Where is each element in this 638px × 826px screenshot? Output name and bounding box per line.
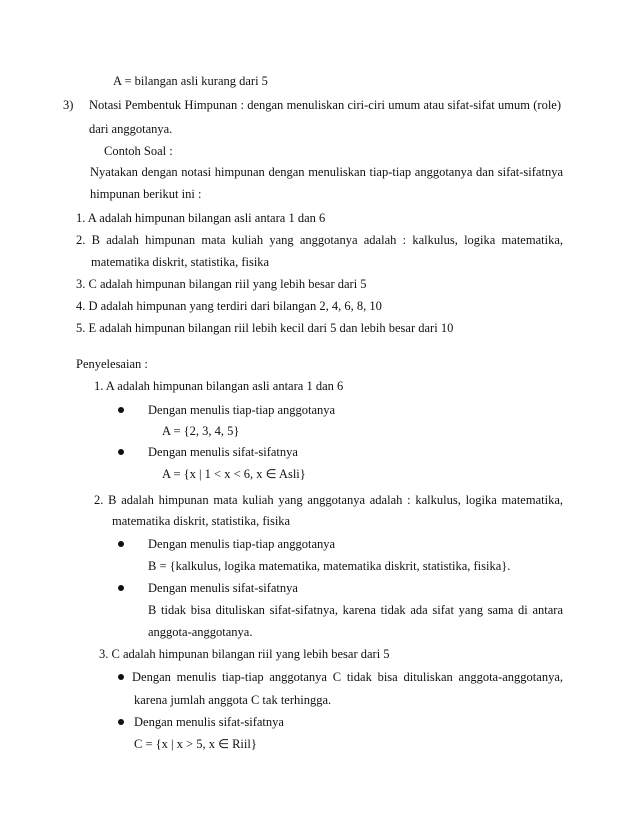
solution-1-formula-2: A = {x | 1 < x < 6, x ∈ Asli} xyxy=(162,467,306,481)
section-number: 3) xyxy=(63,98,74,112)
bullet-icon xyxy=(118,719,124,725)
problem-item: 3. C adalah himpunan bilangan riil yang lebih besar dari 5 xyxy=(76,277,367,291)
intro-line: A = bilangan asli kurang dari 5 xyxy=(113,74,268,88)
problem-item: 2. B adalah himpunan mata kuliah yang anggotanya adalah : kalkulus, logika matematika, xyxy=(76,233,563,247)
section-line-2: dari anggotanya. xyxy=(89,122,173,136)
solution-heading-2-cont: matematika diskrit, statistika, fisika xyxy=(112,514,291,528)
solution-3-bullet-1-cont: karena jumlah anggota C tak terhingga. xyxy=(134,693,332,707)
solution-1-formula-1: A = {2, 3, 4, 5} xyxy=(162,424,240,438)
solution-3-formula: C = {x | x > 5, x ∈ Riil} xyxy=(134,737,257,751)
bullet-icon xyxy=(118,407,124,413)
problem-item: 4. D adalah himpunan yang terdiri dari bilangan 2, 4, 6, 8, 10 xyxy=(76,299,382,313)
solution-heading-1: 1. A adalah himpunan bilangan asli antara 1 dan 6 xyxy=(94,379,344,393)
instruction-line-2: himpunan berikut ini : xyxy=(90,187,202,201)
solution-1-bullet-1: Dengan menulis tiap-tiap anggotanya xyxy=(148,403,336,417)
solution-2-note-1: B tidak bisa dituliskan sifat-sifatnya, karena tidak ada sifat yang sama di antara xyxy=(148,603,563,617)
instruction-line-1: Nyatakan dengan notasi himpunan dengan menuliskan tiap-tiap anggotanya dan sifat-sifatnya xyxy=(90,165,563,179)
solution-heading-3: 3. C adalah himpunan bilangan riil yang lebih besar dari 5 xyxy=(99,647,390,661)
solution-2-bullet-2: Dengan menulis sifat-sifatnya xyxy=(148,581,298,595)
bullet-icon xyxy=(118,674,124,680)
problem-item: 5. E adalah himpunan bilangan riil lebih kecil dari 5 dan lebih besar dari 10 xyxy=(76,321,454,335)
solution-1-bullet-2: Dengan menulis sifat-sifatnya xyxy=(148,445,298,459)
solution-3-bullet-1: Dengan menulis tiap-tiap anggotanya C tidak bisa dituliskan anggota-anggotanya, xyxy=(132,670,563,684)
example-label: Contoh Soal : xyxy=(104,144,173,158)
problem-item: 1. A adalah himpunan bilangan asli antara 1 dan 6 xyxy=(76,211,326,225)
solution-2-bullet-1: Dengan menulis tiap-tiap anggotanya xyxy=(148,537,336,551)
bullet-icon xyxy=(118,585,124,591)
solution-heading-2: 2. B adalah himpunan mata kuliah yang anggotanya adalah : kalkulus, logika matematika, xyxy=(94,493,563,507)
solution-2-note-2: anggota-anggotanya. xyxy=(148,625,253,639)
solution-2-formula-1: B = {kalkulus, logika matematika, matematika diskrit, statistika, fisika}. xyxy=(148,559,511,573)
section-line-1: Notasi Pembentuk Himpunan : dengan menuliskan ciri-ciri umum atau sifat-sifat umum (role) xyxy=(89,98,561,112)
problem-item-cont: matematika diskrit, statistika, fisika xyxy=(91,255,270,269)
bullet-icon xyxy=(118,541,124,547)
solution-3-bullet-2: Dengan menulis sifat-sifatnya xyxy=(134,715,284,729)
bullet-icon xyxy=(118,449,124,455)
solution-label: Penyelesaian : xyxy=(76,357,148,371)
